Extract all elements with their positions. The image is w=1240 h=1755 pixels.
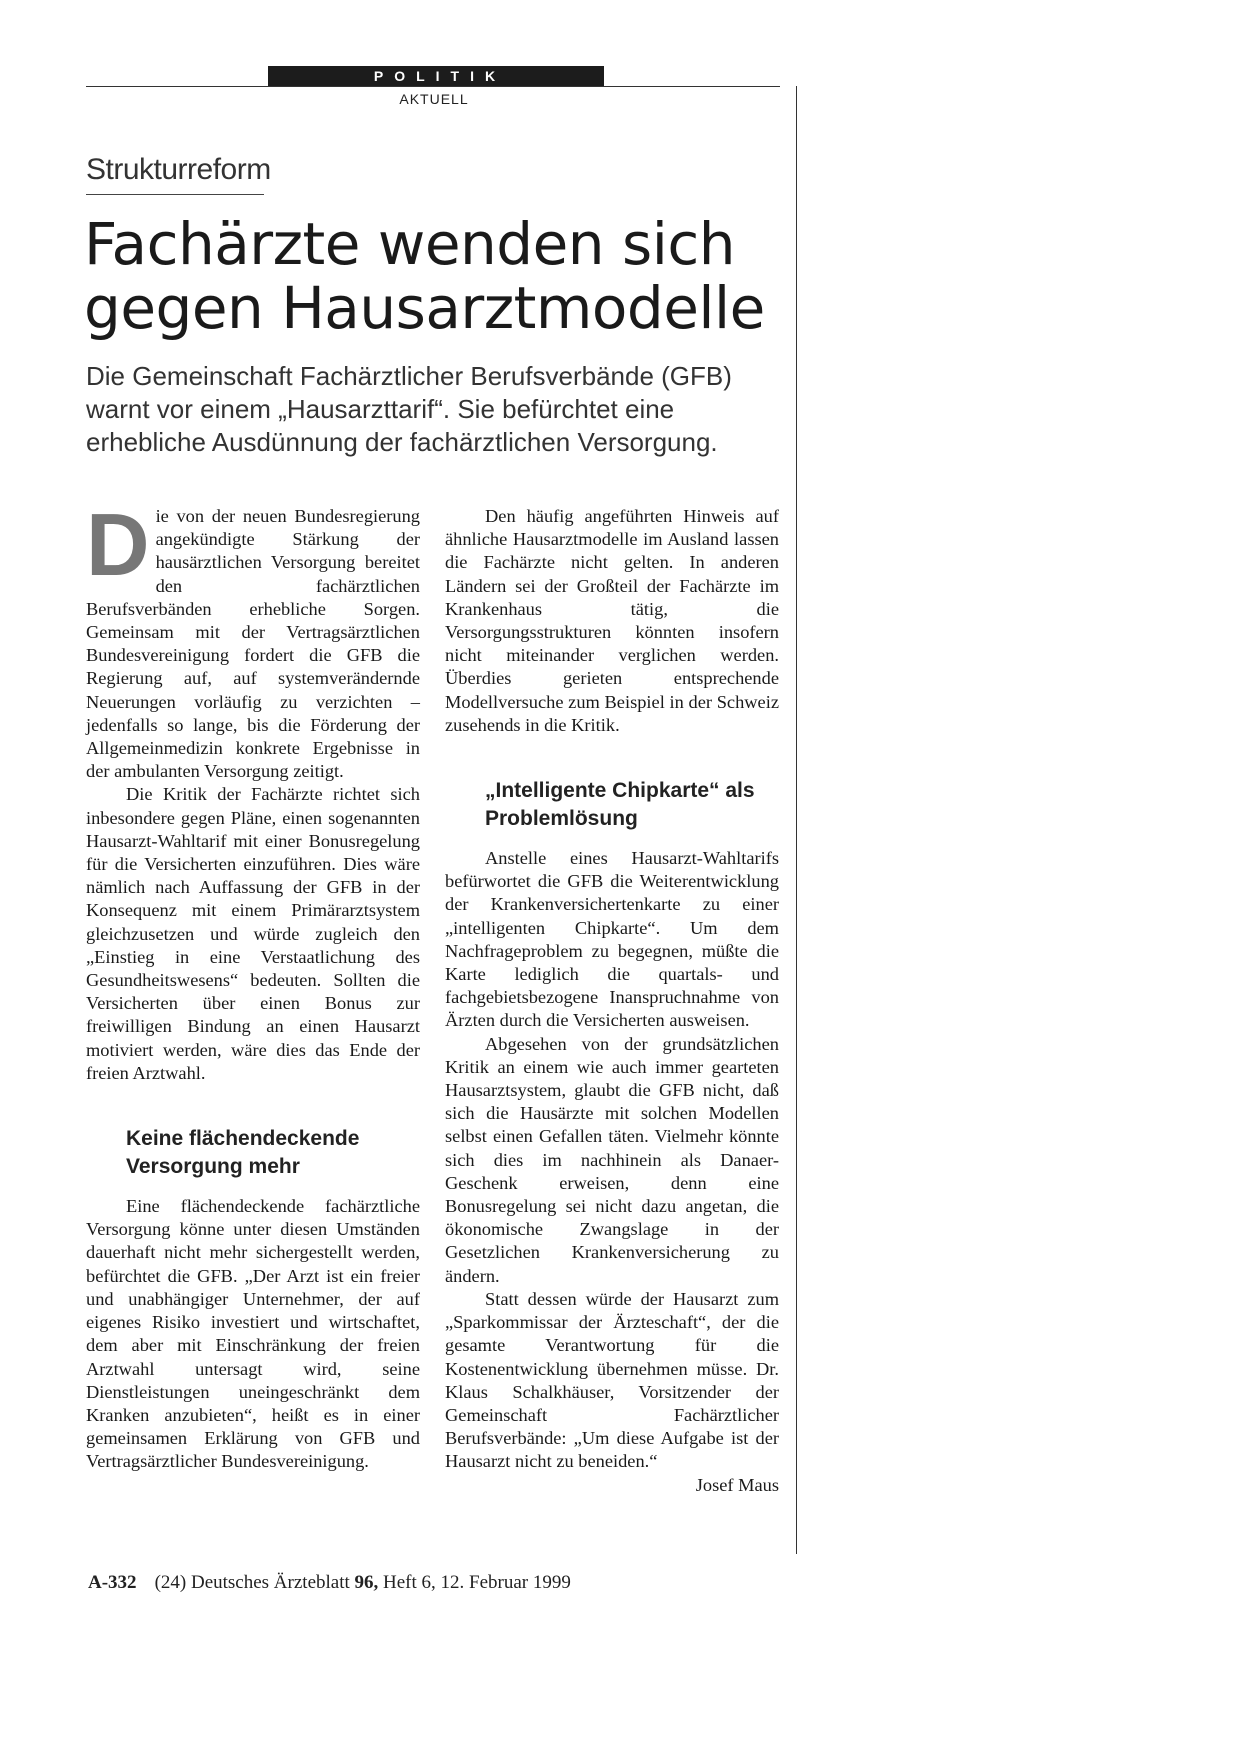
kicker-underline xyxy=(86,194,264,195)
paragraph-7-text: Statt dessen würde der Hausarzt zum „Sparkommissar der Ärzteschaft“, der die gesamte Verantwortung für die Kostenentwicklung übernehmen müsse. Dr. Klaus Schalkhäuser, Vorsitzender der Gemeinschaft Fachärztlicher Berufsverbände: „Um diese Aufgabe ist der Hausarzt nicht zu beneiden.“ xyxy=(445,1288,779,1472)
journal-issue: Heft 6, 12. Februar 1999 xyxy=(383,1572,571,1593)
author-name: Josef Maus xyxy=(695,1474,779,1495)
paragraph-6: Abgesehen von der grundsätzlichen Kritik an einem wie auch immer gearteten Hausarztsystem, glaubt die GFB nicht, daß sich die Hausärzte mit solchen Modellen selbst einen Gefallen täten. Vielmehr könnte sich dies im nachhinein als Danaer-Geschenk erweisen, denn eine Bonusregelung sei nicht dazu angetan, die ökonomische Zwangslage in der Gesetzlichen Krankenversicherung zu ändern. xyxy=(445,1033,779,1286)
drop-cap: D xyxy=(86,495,150,594)
subheading-1: Keine flächendeckende Versorgung mehr xyxy=(126,1127,360,1179)
paragraph-7 xyxy=(445,1288,779,1495)
title-line-1: Fachärzte wenden sich xyxy=(84,210,735,278)
paragraph-3: Eine flächendeckende fachärztliche Versorgung könne unter diesen Umständen dauerhaft nicht mehr sichergestellt werden, befürchtet die GFB. „Der Arzt ist ein freier und unabhängiger Unternehmer, der auf eigenes Risiko investiert und wirtschaftet, dem aber mit Einschränkung der freien Arztwahl untersagt wird, seine Dienstleistungen uneingeschränkt dem Kranken anzubieten“, heißt es in einer gemeinsamen Erklärung von GFB und Vertragsärztlicher Bundesvereinigung. xyxy=(86,1196,420,1472)
paragraph-1 xyxy=(86,495,420,783)
article-lead: Die Gemeinschaft Fachärztlicher Berufsverbände (GFB) warnt vor einem „Hausarzttarif“. Sie befürchtet eine erhebliche Ausdünnung der fachärztlichen Versorgung. xyxy=(86,361,732,457)
paragraph-4: Den häufig angeführten Hinweis auf ähnliche Hausarztmodelle im Ausland lassen die Fachärzte nicht gelten. In anderen Ländern sei der Großteil der Fachärzte im Krankenhaus tätig, die Versorgungsstrukturen könnten insofern nicht miteinander verglichen werden. Überdies gerieten entsprechende Modellversuche zum Beispiel in der Schweiz zusehends in die Kritik. xyxy=(445,506,779,735)
article-kicker: Strukturreform xyxy=(86,153,271,186)
article-title xyxy=(84,212,804,340)
header-rule xyxy=(86,86,780,87)
journal-name: Deutsches Ärzteblatt xyxy=(190,1572,350,1593)
column-left xyxy=(86,495,420,1474)
paragraph-5: Anstelle eines Hausarzt-Wahltarifs befürwortet die GFB die Weiterentwicklung der Krankenversichertenkarte zu einer „intelligenten Chipkarte“. Um dem Nachfrageproblem zu begegnen, müßte die Karte lediglich die quartals- und fachgebietsbezogene Inanspruchnahme von Ärzten durch die Versicherten ausweisen. xyxy=(445,848,779,1031)
journal-volume: 96, xyxy=(354,1572,379,1593)
page-paren: (24) xyxy=(154,1572,187,1593)
column-right xyxy=(445,505,779,1497)
page-number: A-332 xyxy=(88,1572,137,1593)
page-footer xyxy=(88,1572,571,1594)
title-line-2: gegen Hausarztmodelle xyxy=(84,274,765,342)
section-label: POLITIK xyxy=(268,66,604,86)
subheading-2: „Intelligente Chipkarte“ als Problemlösung xyxy=(485,779,755,831)
subsection-label: AKTUELL xyxy=(399,91,469,107)
paragraph-1-text: ie von der neuen Bundesregierung angekündigte Stärkung der hausärztlichen Versorgung bereitet den fachärztlichen Berufsverbänden erhebliche Sorgen. Gemeinsam mit der Vertragsärztlichen Bundesvereinigung fordert die GFB die Regierung auf, auf systemverändernde Neuerungen vorläufig zu verzichten – jedenfalls so lange, bis die Förderung der Allgemeinmedizin konkrete Ergebnisse in der ambulanten Versorgung zeitigt. xyxy=(86,506,420,782)
paragraph-2: Die Kritik der Fachärzte richtet sich inbesondere gegen Pläne, einen sogenannten Hausarzt-Wahltarif mit einer Bonusregelung für die Versicherten einzuführen. Dies wäre nämlich nach Auffassung der GFB in der Konsequenz mit einem Primärarztsystem gleichzusetzen und würde zugleich den „Einstieg in eine Verstaatlichung des Gesundheitswesens“ bedeuten. Sollten die Versicherten über einen Bonus zur freiwilligen Bindung an einen Hausarzt motiviert werden, wäre dies das Ende der freien Arztwahl. xyxy=(86,784,420,1083)
